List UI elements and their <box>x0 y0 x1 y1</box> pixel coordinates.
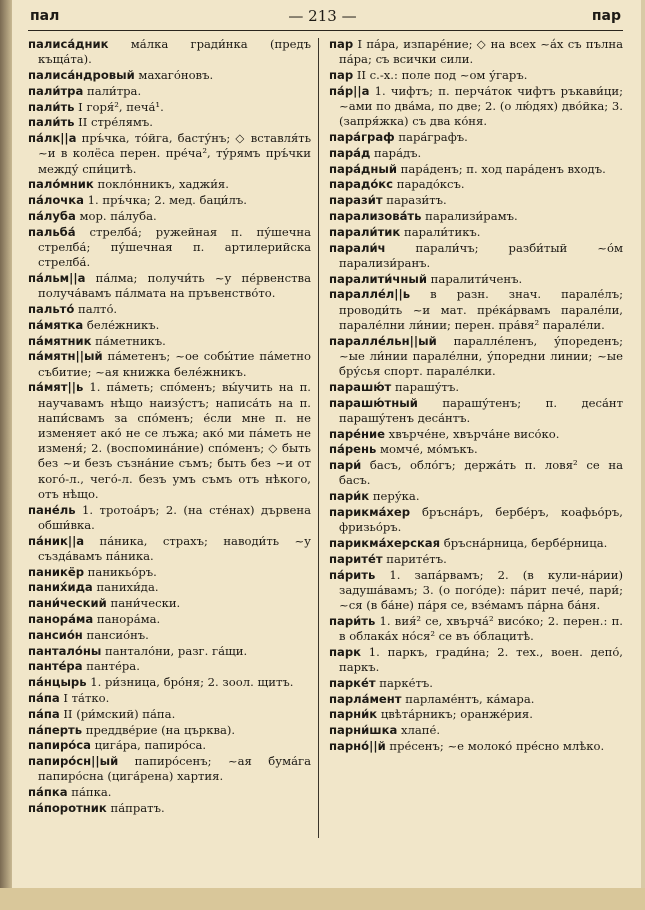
dictionary-entry <box>28 628 311 643</box>
entry-definition: цига́ра, папиро́са. <box>90 738 207 753</box>
left-column <box>28 37 311 817</box>
dictionary-entry <box>329 37 623 67</box>
entry-headword: папиро́сн||ый <box>28 754 119 769</box>
entry-headword: парадо́кс <box>329 177 394 192</box>
entry-definition: парали́тикъ. <box>400 224 481 239</box>
entry-headword: пар <box>329 68 354 82</box>
dictionary-entry <box>28 754 311 784</box>
entry-headword: па́лк||а <box>28 131 77 146</box>
dictionary-entry <box>28 271 311 301</box>
entry-headword: парни́шка <box>329 723 398 738</box>
entry-definition: па́метникъ. <box>91 333 166 348</box>
dictionary-entry <box>28 612 311 627</box>
entry-headword: па́мят||ь <box>28 380 84 395</box>
entry-headword: пара́граф <box>329 130 395 144</box>
entry-headword: пало́мник <box>28 177 94 192</box>
entry-definition: момче́, мо́мъкъ. <box>376 442 478 457</box>
dictionary-entry <box>329 146 623 161</box>
entry-definition: 1. паркъ, гради́на; 2. тех., воен. депо́, паркъ. <box>339 644 623 674</box>
dictionary-entry <box>28 115 311 130</box>
entry-headword: палиса́дник <box>28 37 109 51</box>
dictionary-entry <box>28 131 311 177</box>
entry-headword: пали́ть <box>28 115 75 130</box>
dictionary-entry <box>28 659 311 674</box>
entry-definition: I па́ра, изпаре́ние; ◇ на всех ~áх съ пълна па́ра; съ всички сили. <box>339 37 623 67</box>
running-head-left: пал <box>30 8 60 24</box>
entry-definition: пантало́ни, разг. га́щи. <box>101 643 248 658</box>
entry-definition: па́пратъ. <box>106 800 165 815</box>
dictionary-entry <box>28 503 311 533</box>
dictionary-entry <box>28 68 311 83</box>
entry-definition: парламе́нтъ, ка́мара. <box>401 691 535 706</box>
entry-definition: паралити́ченъ. <box>427 271 523 286</box>
entry-headword: па́па <box>28 706 60 721</box>
dictionary-entry <box>28 580 311 595</box>
entry-definition: мор. па́луба. <box>75 208 157 223</box>
dictionary-entry <box>329 692 623 707</box>
entry-definition: пара́графъ. <box>394 130 468 144</box>
entry-definition: цвѣта́рникъ; оранже́рия. <box>377 707 533 722</box>
entry-definition: парке́тъ. <box>375 675 433 690</box>
entry-headword: па́пка <box>28 785 68 800</box>
dictionary-entry <box>329 707 623 722</box>
entry-definition: парашу́тенъ; п. деса́нт парашу́тенъ деса́нтъ. <box>339 395 623 425</box>
entry-definition: ма́лка гради́нка (предъ къща́та). <box>38 37 311 67</box>
dictionary-entry <box>329 130 623 145</box>
dictionary-entry <box>28 225 311 271</box>
dictionary-entry <box>329 396 623 426</box>
entry-definition: пани́чески. <box>106 596 181 611</box>
entry-definition: паралле́ленъ, у́пореденъ; ~ые ли́нии парале́лни, у́поредни линии; ~ые бру́сья спорт. парале́лки. <box>339 333 623 378</box>
entry-definition: II (ри́мский) па́па. <box>59 706 176 721</box>
dictionary-entry <box>28 84 311 99</box>
entry-headword: пальба́ <box>28 224 76 239</box>
entry-headword: паникёр <box>28 564 84 579</box>
dictionary-entry <box>329 568 623 614</box>
entry-headword: пальто́ <box>28 301 75 316</box>
entry-headword: пантало́ны <box>28 643 102 658</box>
dictionary-entry <box>329 645 623 675</box>
dictionary-entry <box>28 534 311 564</box>
entry-definition: бръсна́рница, бербе́рница. <box>440 535 608 550</box>
entry-headword: пали́ть <box>28 99 75 114</box>
entry-definition: парализи́рамъ. <box>421 208 518 223</box>
entry-headword: парализова́ть <box>329 208 422 223</box>
dictionary-entry <box>28 302 311 317</box>
dictionary-entry <box>28 380 311 502</box>
entry-definition: парали́чъ; разби́тый ~о́м парализи́ранъ. <box>339 240 623 270</box>
dictionary-entry <box>28 596 311 611</box>
page-right-edge <box>641 0 645 910</box>
entry-definition: 1. запа́рвамъ; 2. (в кули-на́рии) задуша́вамъ; 3. (о пого́де): па́рит пече́, пари́; ~ся (в ба́не) па́ря се, взе́мамъ па́рна ба́ня. <box>339 567 623 612</box>
entry-headword: парите́т <box>329 551 383 566</box>
page-binding-edge <box>0 0 12 910</box>
dictionary-entry <box>28 209 311 224</box>
entry-definition: пре́сенъ; ~е молоко́ пре́сно млѣко. <box>385 738 605 753</box>
entry-headword: папиро́са <box>28 738 91 753</box>
entry-definition: махаго́новъ. <box>134 68 214 82</box>
dictionary-entry <box>329 442 623 457</box>
dictionary-entry <box>329 272 623 287</box>
dictionary-entry <box>329 162 623 177</box>
dictionary-entry <box>329 334 623 380</box>
entry-definition: I та́тко. <box>59 690 110 705</box>
running-head-right: пар <box>591 8 621 24</box>
entry-definition: 1. вия́² се, хвърча́² висо́ко; 2. перен.: п. в облака́х но́ся² се въ о́блацитѣ. <box>339 613 623 643</box>
dictionary-entry <box>329 489 623 504</box>
dictionary-entry <box>28 644 311 659</box>
entry-definition: панора́ма. <box>93 611 161 626</box>
entry-definition: бръсна́ръ, бербе́ръ, коафьо́ръ, фризьо́ръ. <box>339 504 623 535</box>
dictionary-entry <box>329 193 623 208</box>
dictionary-entry <box>28 723 311 738</box>
entry-headword: па́мятн||ый <box>28 349 103 364</box>
dictionary-entry <box>28 738 311 753</box>
entry-definition: 1. па́меть; спо́менъ; вы́учить на п. научавамъ нѣщо наизу́стъ; написа́ть на п. напи́свамъ за спо́менъ; е́сли мне п. не изменяет ако́ не се лъжа; ако́ ми па́меть не изменя́; 2. (воспомина́ние) спо́менъ; ◇ быть без ~и безъ съзна́ние съмъ; быть без ~и от кого́-л., чего́-л. безъ умъ съмъ отъ нѣкого, отъ нѣщо. <box>38 380 311 501</box>
entry-definition: паникьо́ръ. <box>84 564 157 579</box>
entry-headword: палиса́ндровый <box>28 68 135 82</box>
entry-headword: па́мятник <box>28 333 92 348</box>
dictionary-entry <box>28 349 311 379</box>
entry-headword: пари́ть <box>329 613 376 628</box>
entry-definition: перу́ка. <box>369 489 420 504</box>
header-rule <box>28 30 623 31</box>
entry-definition: парадо́ксъ. <box>393 177 465 192</box>
right-column <box>329 37 623 755</box>
entry-headword: па́нцырь <box>28 675 87 690</box>
dictionary-entry <box>329 505 623 535</box>
entry-definition: парашу́тъ. <box>391 379 459 394</box>
dictionary-entry <box>329 427 623 442</box>
dictionary-entry <box>329 723 623 738</box>
dictionary-entry <box>28 37 311 67</box>
dictionary-entry <box>28 707 311 722</box>
entry-headword: паре́ние <box>329 426 385 441</box>
dictionary-entry <box>329 552 623 567</box>
dictionary-entry <box>329 68 623 83</box>
entry-definition: панихи́да. <box>92 580 159 595</box>
entry-definition: 1. пръ́чка; 2. мед. баци́лъ. <box>83 193 247 208</box>
entry-definition: басъ, обло́гъ; держа́ть п. ловя² се на басъ. <box>339 458 623 488</box>
entry-headword: пар <box>329 37 354 51</box>
entry-headword: па́поротник <box>28 800 107 815</box>
entry-headword: парашю́т <box>329 379 392 394</box>
dictionary-entry <box>329 380 623 395</box>
entry-definition: пара́дъ. <box>370 145 422 160</box>
entry-headword: па́лочка <box>28 193 84 208</box>
entry-definition: преддве́рие (на църква). <box>82 722 236 737</box>
entry-definition: пали́тра. <box>83 83 142 98</box>
dictionary-entry <box>28 100 311 115</box>
entry-headword: пансио́н <box>28 627 83 642</box>
entry-definition: пансио́нъ. <box>82 627 149 642</box>
entry-headword: парке́т <box>329 675 376 690</box>
entry-definition: па́ника, страхъ; наводи́ть ~у създа́вамъ па́ника. <box>38 533 311 563</box>
entry-definition: папиро́сенъ; ~ая бума́га папиро́сна (цига́рена) хартия. <box>38 754 311 784</box>
entry-definition: пръ́чка, то́йга, басту́нъ; ◇ вставля́ть ~и в колёса перен. пре́ча², ту́рямъ пръ́чки между́ спи́цитѣ. <box>38 131 311 176</box>
entry-headword: паралити́чный <box>329 271 427 286</box>
dictionary-entry <box>329 458 623 488</box>
entry-headword: па́рить <box>329 567 376 582</box>
entry-headword: паних́ида <box>28 580 93 595</box>
page-bottom-margin <box>0 888 645 910</box>
entry-headword: парла́мент <box>329 691 402 706</box>
dictionary-entry <box>28 675 311 690</box>
entry-headword: пари́к <box>329 489 370 504</box>
entry-headword: пара́дный <box>329 161 397 176</box>
dictionary-entry <box>329 84 623 130</box>
dictionary-entry <box>329 676 623 691</box>
entry-headword: па́перть <box>28 722 83 737</box>
dictionary-entry <box>329 209 623 224</box>
entry-headword: па́льм||а <box>28 270 86 285</box>
entry-definition: стрелба́; ружейная п. пу́шечна стрелба́; пу́шечная п. артилерийска стрелба́. <box>38 224 311 270</box>
entry-headword: па́рень <box>329 442 377 457</box>
entry-definition: парази́тъ. <box>382 193 447 208</box>
dictionary-entry <box>28 565 311 580</box>
entry-definition: па́метенъ; ~ое собы́тие па́метно събитие; ~ая книжка беле́жникъ. <box>38 349 311 379</box>
dictionary-entry <box>28 801 311 816</box>
entry-definition: 1. чифтъ; п. перча́ток чифтъ ръкави́ци; ~ами по два́ма, по две; 2. (о лю́дях) дво́йка; 3. (запря́жка) съ два ко́ня. <box>339 83 623 129</box>
entry-definition: беле́жникъ. <box>83 317 160 332</box>
entry-headword: па́ник||а <box>28 533 85 548</box>
entry-definition: 1. тротоа́ръ; 2. (на сте́нах) дървена обши́вка. <box>38 502 311 532</box>
entry-definition: па́пка. <box>67 785 112 800</box>
entry-definition: II с.-х.: поле под ~ом у́гаръ. <box>353 68 528 82</box>
dictionary-entry <box>329 536 623 551</box>
entry-definition: палто́. <box>74 301 118 316</box>
entry-headword: пара́д <box>329 145 371 160</box>
entry-definition: покло́нникъ, хаджи́я. <box>93 177 229 192</box>
entry-headword: паралле́льн||ый <box>329 333 437 348</box>
dictionary-entry <box>28 177 311 192</box>
entry-definition: хвърче́не, хвърча́не висо́ко. <box>385 426 560 441</box>
entry-definition: 1. ри́зница, бро́ня; 2. зоол. щитъ. <box>86 675 294 690</box>
dictionary-entry <box>28 318 311 333</box>
dictionary-entry <box>28 785 311 800</box>
entry-definition: II стре́лямъ. <box>74 115 153 130</box>
entry-headword: пали́тра <box>28 83 84 98</box>
entry-headword: парно́||й <box>329 738 386 753</box>
dictionary-entry <box>329 739 623 754</box>
entry-headword: парали́тик <box>329 224 401 239</box>
dictionary-entry <box>329 241 623 271</box>
dictionary-entry <box>329 225 623 240</box>
dictionary-entry <box>28 193 311 208</box>
entry-definition: хлапе́. <box>397 723 441 738</box>
entry-headword: пари́ <box>329 458 362 473</box>
entry-headword: пане́ль <box>28 502 76 517</box>
dictionary-entry <box>329 177 623 192</box>
entry-headword: парк <box>329 644 362 659</box>
entry-headword: пани́ческий <box>28 596 107 611</box>
page-number: — 213 — <box>288 7 357 25</box>
dictionary-entry <box>329 614 623 644</box>
entry-headword: паралле́л||ь <box>329 287 411 302</box>
entry-definition: панте́ра. <box>82 659 140 674</box>
entry-definition: I горя́², печа́¹. <box>74 99 164 114</box>
entry-headword: парали́ч <box>329 240 386 255</box>
entry-headword: парази́т <box>329 193 383 208</box>
entry-headword: парни́к <box>329 707 378 722</box>
entry-headword: панте́ра <box>28 659 83 674</box>
entry-headword: парикма́хер <box>329 504 411 519</box>
entry-headword: па́мятка <box>28 317 84 332</box>
entry-headword: панора́ма <box>28 611 94 626</box>
entry-definition: в разн. знач. парале́лъ; проводи́ть ~и мат. пре́кáрвамъ парале́ли, парале́лни ли́нии; перен. пра́вя² парале́ли. <box>339 287 623 332</box>
entry-headword: па́луба <box>28 208 76 223</box>
entry-headword: па́па <box>28 690 60 705</box>
entry-definition: пара́денъ; п. ход пара́денъ входъ. <box>396 161 606 176</box>
dictionary-entry <box>28 334 311 349</box>
entry-headword: парашю́тный <box>329 395 418 410</box>
entry-headword: па́р||а <box>329 83 370 98</box>
dictionary-entry <box>28 691 311 706</box>
entry-definition: парите́тъ. <box>382 551 447 566</box>
column-divider <box>318 38 319 838</box>
dictionary-entry <box>329 287 623 333</box>
entry-definition: па́лма; получи́ть ~у пе́рвенства получа́вамъ па́лмата на пръвенство́то. <box>38 270 311 301</box>
entry-headword: парикма́херская <box>329 535 441 550</box>
